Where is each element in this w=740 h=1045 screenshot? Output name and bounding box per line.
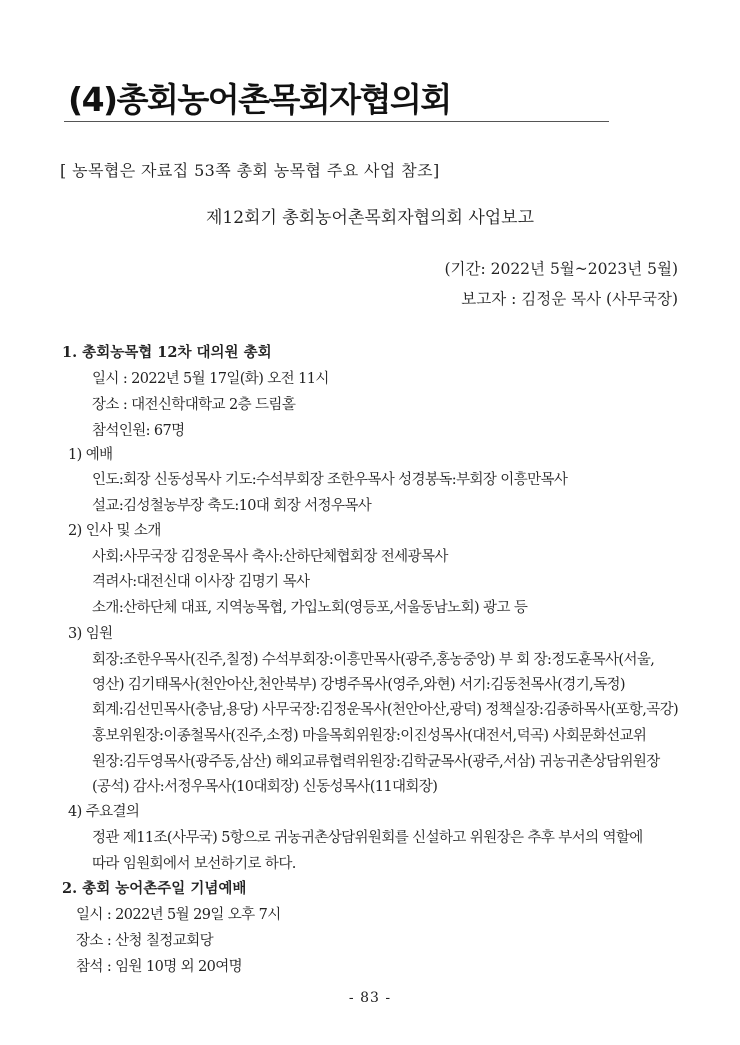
page-title: (4)총회농어촌목회자협의회 bbox=[68, 80, 451, 119]
section1-title: 1. 총회농목협 12차 대의원 총회 bbox=[62, 344, 272, 361]
section2-attendance: 참석 : 임원 10명 외 20여명 bbox=[76, 959, 243, 975]
worship-title: 1) 예배 bbox=[68, 447, 113, 463]
report-period: (기간: 2022년 5월~2023년 5월) bbox=[444, 260, 678, 278]
section2-place: 장소 : 산청 칠정교회당 bbox=[76, 933, 213, 949]
section1-attendance: 참석인원: 67명 bbox=[92, 423, 185, 439]
section2-date: 일시 : 2022년 5월 29일 오후 7시 bbox=[76, 907, 281, 923]
greeting-line: 격려사:대전신대 이사장 김명기 목사 bbox=[92, 574, 310, 590]
officers-line: 홍보위원장:이종철목사(진주,소정) 마을목회위원장:이진성목사(대전서,덕곡) 사회문화선교위 bbox=[92, 728, 647, 744]
section1-date: 일시 : 2022년 5월 17일(화) 오전 11시 bbox=[92, 371, 329, 387]
reference-note: [ 농목협은 자료집 53쪽 총회 농목협 주요 사업 참조] bbox=[60, 161, 440, 180]
resolutions-line: 따라 임원회에서 보선하기로 하다. bbox=[92, 856, 296, 872]
section1-place: 장소 : 대전신학대학교 2층 드림홀 bbox=[92, 397, 296, 413]
reporter: 보고자 : 김정운 목사 (사무국장) bbox=[461, 290, 678, 308]
officers-line: 회장:조한우목사(진주,칠정) 수석부회장:이흥만목사(광주,홍농중앙) 부 회 장:정도훈목사(서울, bbox=[92, 652, 655, 668]
report-title: 제12회기 총회농어촌목회자협의회 사업보고 bbox=[205, 208, 535, 228]
greeting-line: 사회:사무국장 김정운목사 축사:산하단체협회장 전세광목사 bbox=[92, 549, 448, 565]
greeting-line: 소개:산하단체 대표, 지역농목협, 가입노회(영등포,서울동남노회) 광고 등 bbox=[92, 600, 528, 616]
officers-title: 3) 임원 bbox=[68, 626, 113, 642]
officers-line: 영산) 김기태목사(천안아산,천안북부) 강병주목사(영주,와현) 서기:김동천목사(경기,독정) bbox=[92, 677, 625, 693]
resolutions-line: 정관 제11조(사무국) 5항으로 귀농귀촌상담위원회를 신설하고 위원장은 추후 부서의 역할에 bbox=[92, 830, 643, 846]
officers-line: 원장:김두영목사(광주동,삼산) 해외교류협력위원장:김학균목사(광주,서삼) 귀농귀촌상담위원장 bbox=[92, 754, 660, 770]
officers-line: (공석) 감사:서정우목사(10대회장) 신동성목사(11대회장) bbox=[92, 779, 438, 795]
greeting-title: 2) 인사 및 소개 bbox=[68, 523, 161, 539]
page-number: - 83 - bbox=[348, 990, 392, 1006]
worship-line: 인도:회장 신동성목사 기도:수석부회장 조한우목사 성경봉독:부회장 이흥만목사 bbox=[92, 472, 568, 488]
title-underline bbox=[64, 121, 609, 122]
officers-line: 회계:김선민목사(충남,용당) 사무국장:김정운목사(천안아산,광덕) 정책실장:김종하목사(포항,곡강) bbox=[92, 702, 679, 718]
section2-title: 2. 총회 농어촌주일 기념예배 bbox=[62, 880, 247, 897]
worship-line: 설교:김성철농부장 축도:10대 회장 서정우목사 bbox=[92, 498, 372, 514]
resolutions-title: 4) 주요결의 bbox=[68, 804, 140, 820]
